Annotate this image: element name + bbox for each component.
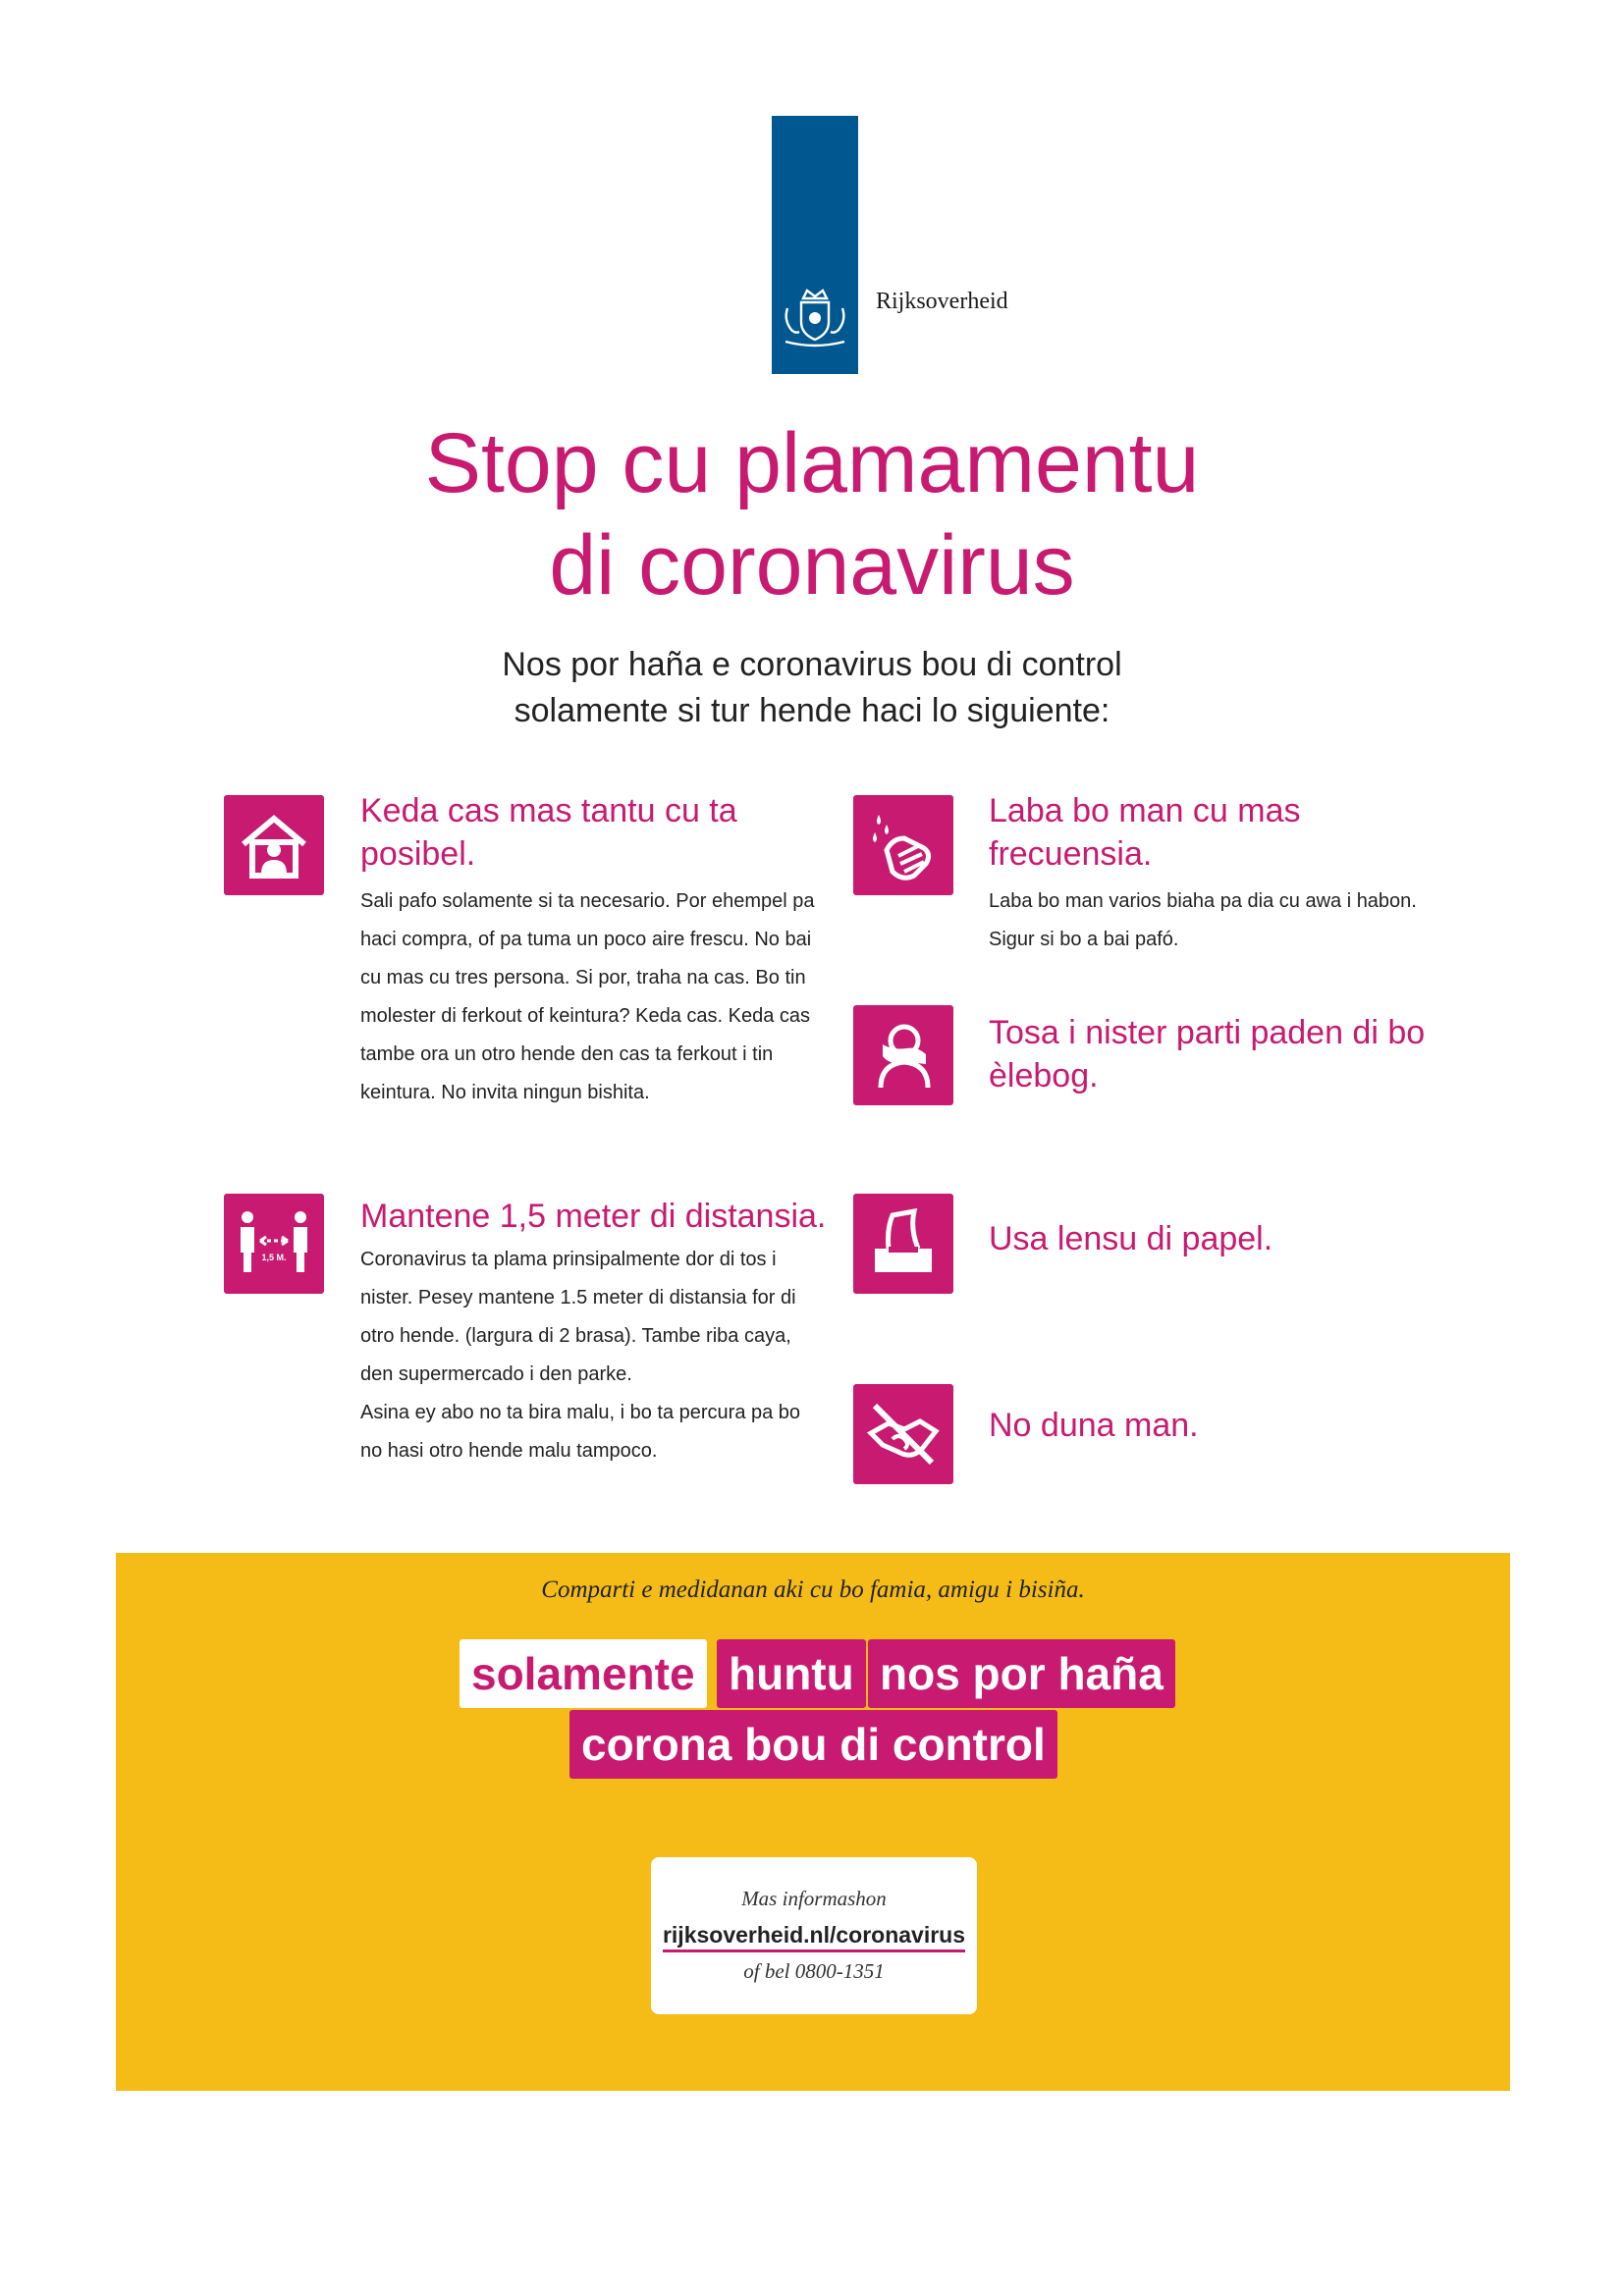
info-link-text[interactable]: rijksoverheid.nl/coronavirus bbox=[663, 1922, 965, 1952]
subtitle bbox=[0, 642, 1624, 734]
info-box bbox=[651, 1857, 977, 2014]
distance-icon-label: 1,5 M. bbox=[261, 1253, 287, 1262]
tag-huntu: huntu bbox=[717, 1639, 866, 1708]
distance-icon bbox=[224, 1194, 324, 1294]
info-label: Mas informashon bbox=[741, 1887, 887, 1910]
info-phone: of bel 0800-1351 bbox=[743, 1959, 885, 1983]
item-cough-heading: Tosa i nister parti paden di bo èlebog. bbox=[989, 1014, 1426, 1095]
body-line: Sali pafo solamente si ta necesario. Por ehempel pa bbox=[360, 890, 815, 912]
hand-washing-icon bbox=[853, 795, 953, 895]
body-line: tambe ora un otro hende den cas ta ferkout i tin bbox=[360, 1043, 774, 1065]
body-line: keintura. No invita ningun bishita. bbox=[360, 1082, 650, 1103]
crest-icon bbox=[778, 285, 852, 349]
tag-solamente: solamente bbox=[460, 1639, 707, 1708]
body-line: cu mas cu tres persona. Si por, traha na cas. Bo tin bbox=[360, 967, 806, 988]
house-person-icon bbox=[224, 795, 324, 895]
tag-corona-bou-di-control: corona bou di control bbox=[569, 1710, 1057, 1779]
item-home-body bbox=[360, 882, 822, 1112]
title-line-1: Stop cu plamamentu bbox=[424, 416, 1200, 510]
item-tissue-heading: Usa lensu di papel. bbox=[989, 1220, 1273, 1257]
body-line: den supermercado i den parke. bbox=[360, 1363, 632, 1385]
title-line-2: di coronavirus bbox=[549, 518, 1075, 613]
item-home-heading: Keda cas mas tantu cu ta posibel. bbox=[360, 792, 737, 873]
info-link[interactable] bbox=[651, 1922, 977, 1949]
tag-nos-por-hana: nos por haña bbox=[868, 1639, 1175, 1708]
body-line: Asina ey abo no ta bira malu, i bo ta percura pa bo bbox=[360, 1402, 801, 1423]
tissue-box-icon bbox=[853, 1194, 953, 1294]
share-text: Comparti e medidanan aki cu bo famia, amigu i bisiña. bbox=[541, 1576, 1085, 1603]
body-line: haci compra, of pa tuma un poco aire frescu. No bai bbox=[360, 929, 812, 950]
share-band bbox=[116, 1553, 1510, 2091]
body-line: otro hende. (largura di 2 brasa). Tambe riba caya, bbox=[360, 1325, 791, 1347]
cough-elbow-icon bbox=[853, 1005, 953, 1105]
body-line: molester di ferkout of keintura? Keda cas. Keda cas bbox=[360, 1005, 811, 1027]
body-line: no hasi otro hende malu tampoco. bbox=[360, 1440, 658, 1462]
body-line: Laba bo man varios biaha pa dia cu awa i habon. bbox=[989, 890, 1417, 912]
org-name: Rijksoverheid bbox=[876, 289, 1008, 314]
item-wash-body bbox=[989, 882, 1450, 959]
body-line: Coronavirus ta plama prinsipalmente dor di tos i bbox=[360, 1249, 777, 1270]
item-distance-body bbox=[360, 1241, 822, 1470]
page-title bbox=[0, 412, 1624, 616]
item-wash-heading: Laba bo man cu mas frecuensia. bbox=[989, 792, 1301, 873]
body-line: nister. Pesey mantene 1.5 meter di distansia for di bbox=[360, 1287, 796, 1308]
body-line: Sigur si bo a bai pafó. bbox=[989, 929, 1179, 950]
item-handshake-heading: No duna man. bbox=[989, 1407, 1199, 1444]
no-handshake-icon bbox=[853, 1384, 953, 1484]
logo-bar bbox=[772, 116, 858, 374]
subtitle-line-2: solamente si tur hende haci lo siguiente: bbox=[514, 692, 1110, 729]
subtitle-line-1: Nos por haña e coronavirus bou di control bbox=[502, 646, 1122, 683]
item-distance-heading: Mantene 1,5 meter di distansia. bbox=[360, 1198, 827, 1235]
